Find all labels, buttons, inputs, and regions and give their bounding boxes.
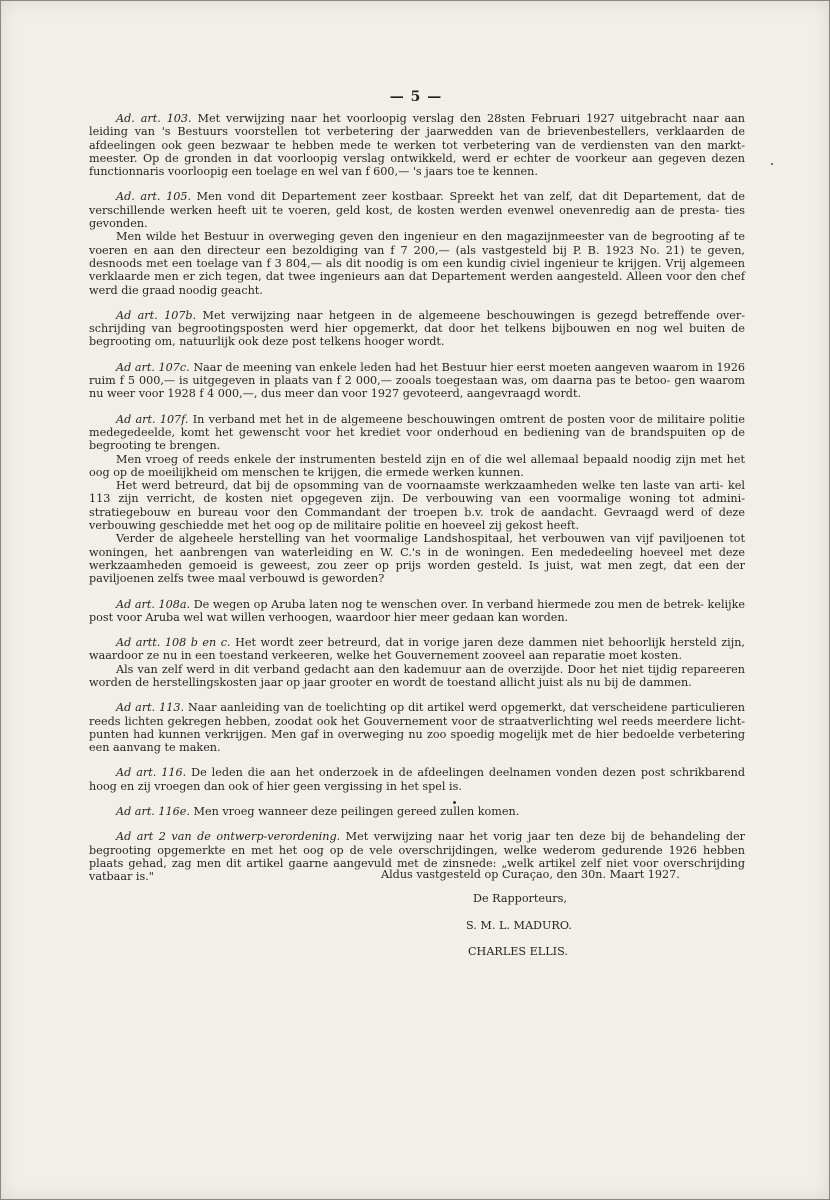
article-reference: Ad art. 107c. — [116, 360, 190, 374]
paragraph-text: Men vond dit Departement zeer kostbaar. Spreekt het van zelf, dat dit Departement, dat de verschillende werken heeft uit te voeren, geld kost, de kosten werden evenwel onevenredig aan de presta- ties gevonden. — [89, 190, 746, 231]
paragraph-art-108bc — [89, 636, 745, 689]
report-body — [89, 112, 745, 896]
ink-dot — [453, 801, 456, 804]
paragraph-art-116 — [89, 766, 745, 793]
article-reference: Ad art. 116e. — [116, 805, 190, 819]
paragraph-continuation: Men wilde het Bestuur in overweging geven den ingenieur en den magazijnmeester van de begrooting af te voeren en aan den directeur een bezoldiging van f 7 200,— (als vastgesteld bij P. B. 1923 No. 21) te geven, desnoods met een toelage van f 3 804,— als dit noodig is om een kundig civiel ingenieur te krijgen. Vrij algemeen verklaarde men er zich tegen, dat twee ingenieurs aan dat Departement werden aangesteld. Alleen voor den chef werd die graad noodig geacht. — [89, 230, 745, 297]
paragraph-art-107f — [89, 413, 745, 586]
article-reference: Ad. art. 103. — [116, 112, 192, 125]
paragraph-text: Men vroeg wanneer deze peilingen gereed zullen komen. — [189, 805, 520, 819]
paragraph-art-107c — [89, 361, 745, 401]
place-date-line: Aldus vastgesteld op Curaçao, den 30n. Maart 1927. — [381, 868, 680, 881]
paragraph-art-103 — [89, 112, 745, 178]
paragraph-text: Het wordt zeer betreurd, dat in vorige jaren deze dammen niet behoorlijk hersteld zijn, waardoor ze nu in een toestand verkeeren, welke het Gouvernement zooveel aan reparatie moet kosten. — [89, 636, 745, 663]
paragraph-text: Naar aanleiding van de toelichting op dit artikel werd opgemerkt, dat verscheidene particulieren reeds lichten gekregen hebben, zoodat ook het Gouvernement voor de straatverlichting wel reeds meerdere licht- punten had kunnen verkrijgen. Men gaf in overweging nu zoo spoedig mogelijk met de hier bedoelde verbetering een aanvang te maken. — [89, 701, 745, 755]
rapporteurs-heading: De Rapporteurs, — [473, 892, 567, 905]
paragraph-text: Met verwijzing naar hetgeen in de algemeene beschouwingen is gezegd betreffende over- schrijding van begrootingsposten werd hier opgemerkt, dat door het telkens bijbouwen en nog wel buiten de begrooting om, natuurlijk ook deze post telkens hooger wordt. — [89, 308, 746, 349]
paragraph-art-113 — [89, 701, 745, 754]
paragraph-continuation: Als van zelf werd in dit verband gedacht aan den kademuur aan de overzijde. Door het niet tijdig repareeren worden de herstellingskosten jaar op jaar grooter en wordt de toestand allicht juist als nu bij de dammen. — [89, 662, 745, 689]
signatory-name: S. M. L. MADURO. — [466, 919, 572, 932]
article-reference: Ad art. 107b. — [116, 308, 197, 322]
ink-speck — [771, 163, 773, 165]
paragraph-text: In verband met het in de algemeene beschouwingen omtrent de posten voor de militaire politie medegedeelde, komt het gewenscht voor het krediet voor onderhoud en bediening van de brandspuiten op de begrooting te brengen. — [89, 412, 746, 453]
article-reference: Ad art. 107f. — [116, 412, 189, 426]
article-reference: Ad art. 116. — [116, 766, 187, 780]
paragraph-art-108a — [89, 598, 745, 625]
paragraph-art-116e — [89, 805, 745, 818]
page-number: — 5 — — [389, 89, 443, 105]
paragraph-text: Met verwijzing naar het voorloopig verslag den 28sten Februari 1927 uitgebracht naar aan leiding van 's Bestuurs voorstellen tot verbetering der jaarwedden van de brievenbestellers, verklaarden de afdeelingen ook geen bezwaar te hebben mede te werken tot verbetering van de verdiensten van den markt- meester. Op de gronden in dat voorloopig verslag ontwikkeld, werd er echter de voorkeur aan gegeven dezen functionnaris voorloopig een toelage en wel van f 600,— 's jaars toe te kennen. — [89, 112, 746, 179]
paragraph-text: De wegen op Aruba laten nog te wenschen over. In verband hiermede zou men de betrek- kelijke post voor Aruba wel wat willen verhoogen, waardoor hier meer gedaan kan worden. — [89, 597, 745, 624]
article-reference: Ad art. 108a. — [116, 597, 191, 611]
article-reference: Ad artt. 108 b en c. — [116, 636, 231, 650]
article-reference: Ad art. 113. — [116, 701, 185, 715]
article-reference: Ad. art. 105. — [116, 190, 192, 204]
signatory-name: CHARLES ELLIS. — [468, 945, 568, 958]
paragraph-continuation: Verder de algeheele herstelling van het voormalige Landshospitaal, het verbouwen van vijf paviljoenen tot woningen, het aanbrengen van waterleiding en W. C.'s in de woningen. Een mededeeling hoeveel met deze werkzaamheden gemoeid is geweest, zou zeer op prijs worden gesteld. Is juist, wat men zegt, dat een der paviljoenen zelfs twee maal verbouwd is geworden? — [89, 532, 745, 586]
paragraph-text: Naar de meening van enkele leden had het Bestuur hier eerst moeten aangeven waarom in 1926 ruim f 5 000,— is uitgegeven in plaats van f 2 000,— zooals toegestaan was, om daarna pas te betoo- gen waarom nu weer voor 1928 f 4 000,—, dus meer dan voor 1927 gevoteerd, aangevraagd wordt. — [89, 360, 745, 401]
paragraph-text: De leden die aan het onderzoek in de afdeelingen deelnamen vonden dezen post schrikbarend hoog en zij vroegen dan ook of hier geen vergissing in het spel is. — [89, 766, 745, 793]
article-reference: Ad art 2 van de ontwerp-verordening. — [116, 830, 341, 844]
paragraph-art-105 — [89, 190, 745, 296]
paragraph-continuation: Men vroeg of reeds enkele der instrumenten besteld zijn en of die wel allemaal bepaald noodig zijn met het oog op de moeilijkheid om menschen te krijgen, die ermede werken kunnen. — [89, 452, 745, 479]
paragraph-continuation: Het werd betreurd, dat bij de opsomming van de voornaamste werkzaamheden welke ten laste van arti- kel 113 zijn verricht, de kosten niet opgegeven zijn. De verbouwing van een voormalige woning tot admini- stratiegebouw en bureau voor den Commandant der troepen b.v. trok de aandacht. Gevraagd werd of deze verbouwing geschiedde met het oog op de militaire politie en hoeveel zij gekost heeft. — [89, 479, 745, 533]
paragraph-text: Met verwijzing naar het vorig jaar ten deze bij de behandeling der begrooting opgemerkte en met het oog op de vele overschrijdingen, welke wederom gedurende 1926 hebben plaats gehad, zag men dit artikel gaarne aangevuld met de zinsnede: „welk artikel zelf niet voor overschrijding vatbaar is." — [89, 830, 745, 884]
paragraph-art-107b — [89, 309, 745, 349]
